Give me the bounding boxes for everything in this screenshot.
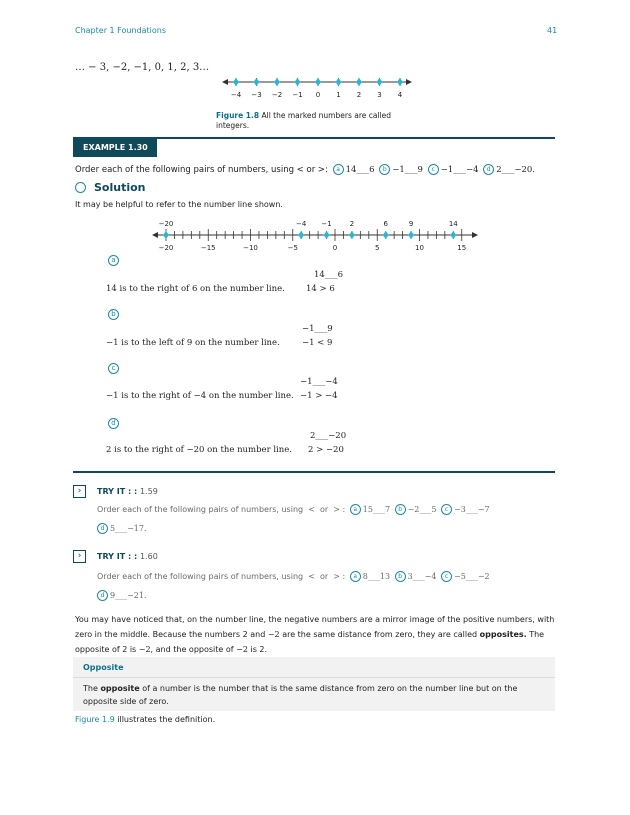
figure-1-9-reference (75, 715, 215, 724)
step-a-blank: 14___6 (314, 270, 343, 280)
step-d-blank: 2___−20 (310, 431, 347, 441)
chevron-right-icon[interactable]: › (73, 485, 86, 498)
integer-sequence: … − 3, −2, −1, 0, 1, 2, 3… (75, 62, 210, 73)
try-it-label: TRY IT : : (97, 552, 138, 561)
try-it-1-59-text (97, 500, 537, 538)
tick-label: −3 (251, 91, 262, 99)
integer-point (397, 78, 403, 86)
marked-point (298, 231, 304, 239)
chapter-header: Chapter 1 Foundations (75, 26, 166, 35)
marked-point (408, 231, 414, 239)
math-neg-2: −2 (267, 630, 280, 639)
step-b-marker: b (108, 309, 119, 320)
part-c-marker: c (441, 571, 452, 582)
tick-label: −10 (243, 244, 258, 252)
right-arrow (472, 232, 478, 238)
marked-point (324, 231, 330, 239)
point-label: −20 (158, 220, 174, 228)
try-it-number: 1.60 (139, 552, 158, 561)
marked-point (450, 231, 456, 239)
part-d-text: 9___−21. (110, 591, 147, 600)
solution-heading (75, 181, 146, 194)
left-arrow (222, 79, 228, 85)
tick-label: 0 (315, 91, 321, 99)
or-word: or (319, 505, 329, 514)
part-c-marker: c (441, 504, 452, 515)
right-arrow (406, 79, 412, 85)
chevron-right-icon[interactable]: › (73, 550, 86, 563)
point-label: 9 (408, 220, 414, 228)
opposites-paragraph (75, 612, 557, 657)
integer-point (254, 78, 260, 86)
def-post: of a number is the number that is the same distance from zero on the number line but on the opposite side of zero. (83, 684, 518, 706)
math-neg-2-comma: −2, (138, 645, 154, 654)
math-neg-2-b: −2 (236, 645, 248, 654)
tick-label: 15 (457, 244, 467, 252)
para-part-4: and the opposite of (155, 645, 234, 654)
step-a-marker: a (108, 255, 119, 266)
point-label: −1 (321, 220, 332, 228)
try-it-1-60-label (97, 552, 158, 561)
tick-label: −4 (230, 91, 242, 99)
figure-1-8-number-line (222, 74, 414, 100)
para-part-5: is 2. (250, 645, 268, 654)
try-intro: Order each of the following pairs of numbers, using (97, 572, 304, 581)
or-word: or (319, 572, 329, 581)
tick-label: 4 (397, 91, 403, 99)
colon: : (342, 505, 346, 514)
def-pre: The (83, 684, 98, 693)
point-label: 2 (349, 220, 355, 228)
tick-label: −5 (287, 244, 298, 252)
definition-text (83, 682, 545, 708)
para-part-2: are the same distance from zero, they are called (282, 630, 478, 639)
tick-label: −20 (158, 244, 174, 252)
tick-label: 10 (415, 244, 424, 252)
figure-ref-text: illustrates the definition. (117, 715, 216, 724)
marked-point (163, 231, 169, 239)
step-d-marker: d (108, 418, 119, 429)
part-a-marker: a (333, 164, 344, 175)
try-it-1-60-text (97, 567, 537, 605)
step-c-result: −1 > −4 (300, 391, 338, 401)
part-b-marker: b (395, 571, 406, 582)
part-d-text: 5___−17. (110, 524, 147, 533)
solution-label: Solution (94, 181, 146, 194)
point-label: 14 (448, 220, 458, 228)
part-c-text: −3___−7 (454, 505, 490, 514)
step-d-result: 2 > −20 (308, 445, 344, 455)
caption-label: Figure 1.8 (216, 111, 260, 120)
figure-1-8-caption (216, 111, 406, 131)
helpful-note: It may be helpful to refer to the number line shown. (75, 200, 283, 209)
step-b-result: −1 < 9 (302, 338, 333, 348)
integer-point (356, 78, 362, 86)
integer-point (274, 78, 280, 86)
integer-point (295, 78, 301, 86)
tick-label: 2 (356, 91, 362, 99)
opposites-term: opposites. (479, 630, 527, 639)
figure-1-9-link[interactable]: Figure 1.9 (75, 715, 115, 724)
part-d-marker: d (97, 523, 108, 534)
definition-rule (73, 677, 555, 678)
left-arrow (152, 232, 158, 238)
step-a-result: 14 > 6 (306, 284, 335, 294)
part-c-marker: c (428, 164, 439, 175)
integer-point (377, 78, 383, 86)
colon: : (342, 572, 346, 581)
lt-symbol: < (308, 505, 315, 514)
part-c-text: −5___−2 (454, 572, 490, 581)
part-a-text: 14___6 (345, 165, 375, 175)
part-d-marker: d (483, 164, 494, 175)
page-number: 41 (547, 26, 558, 35)
try-it-label: TRY IT : : (97, 487, 138, 496)
try-it-number: 1.59 (139, 487, 158, 496)
step-b-blank: −1___9 (302, 324, 333, 334)
prompt-intro: Order each of the following pairs of numbers, using < or >: (75, 165, 328, 175)
tick-label: 5 (375, 244, 380, 252)
tick-label: 0 (332, 244, 338, 252)
point-label: −4 (296, 220, 307, 228)
part-a-marker: a (350, 504, 361, 515)
def-term: opposite (100, 684, 140, 693)
try-intro: Order each of the following pairs of numbers, using (97, 505, 304, 514)
gt-symbol: > (333, 572, 340, 581)
part-a-text: 15___7 (362, 505, 391, 514)
para-part-3: The opposite of 2 is (75, 630, 545, 654)
caption-text: All the marked numbers are called integers. (216, 111, 392, 130)
part-b-text: −2___5 (407, 505, 437, 514)
gt-symbol: > (333, 505, 340, 514)
step-c-blank: −1___−4 (300, 377, 338, 387)
step-c-marker: c (108, 363, 119, 374)
part-d-text: 2___−20. (496, 165, 536, 175)
marked-point (383, 231, 389, 239)
part-c-text: −1___−4 (440, 165, 479, 175)
step-a-explanation: 14 is to the right of 6 on the number line. (106, 284, 285, 294)
part-b-text: −1___9 (392, 165, 423, 175)
check-circle-icon (75, 182, 86, 193)
part-b-text: 3___−4 (407, 572, 437, 581)
solution-number-line (152, 217, 482, 253)
tick-label: 3 (377, 91, 382, 99)
point-label: 6 (383, 220, 388, 228)
definition-box (73, 657, 555, 711)
example-label: EXAMPLE 1.30 (73, 139, 157, 157)
step-d-explanation: 2 is to the right of −20 on the number line. (106, 445, 292, 455)
tick-label: −15 (200, 244, 216, 252)
definition-heading: Opposite (83, 663, 124, 672)
integer-point (233, 78, 239, 86)
tick-label: 1 (336, 91, 341, 99)
integer-point (315, 78, 321, 86)
part-d-marker: d (97, 590, 108, 601)
part-b-marker: b (379, 164, 390, 175)
solution-end-rule (73, 471, 555, 473)
tick-label: −1 (292, 91, 303, 99)
part-a-text: 8___13 (362, 572, 391, 581)
part-b-marker: b (395, 504, 406, 515)
para-part-1: You may have noticed that, on the number line, the negative numbers are a mirror image of the positive numbers, with zero in the middle. Because the numbers 2 and (75, 615, 555, 639)
example-prompt (75, 164, 535, 175)
step-b-explanation: −1 is to the left of 9 on the number line. (106, 338, 280, 348)
integer-point (336, 78, 342, 86)
step-c-explanation: −1 is to the right of −4 on the number line. (106, 391, 294, 401)
lt-symbol: < (308, 572, 315, 581)
part-a-marker: a (350, 571, 361, 582)
tick-label: −2 (271, 91, 283, 99)
marked-point (349, 231, 355, 239)
try-it-1-59-label (97, 487, 158, 496)
